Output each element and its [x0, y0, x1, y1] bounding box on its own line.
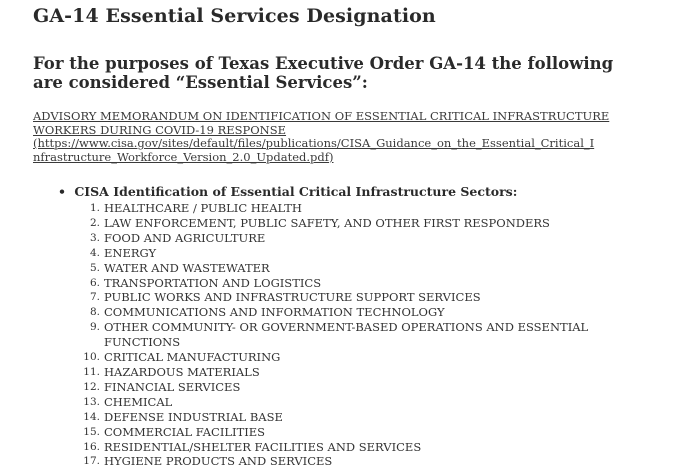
- list-item-label: COMMUNICATIONS AND INFORMATION TECHNOLOGY: [104, 305, 445, 320]
- list-item-label: TRANSPORTATION AND LOGISTICS: [104, 275, 322, 290]
- list-item-number: 14.: [83, 410, 100, 423]
- list-item-label: RESIDENTIAL/SHELTER FACILITIES AND SERVICES: [104, 439, 422, 454]
- sectors-heading: [58, 184, 517, 199]
- list-item: [80, 290, 640, 305]
- list-item-number: 12.: [83, 380, 100, 393]
- page-title: GA-14 Essential Services Designation: [33, 5, 436, 27]
- list-item-label: FOOD AND AGRICULTURE: [104, 230, 266, 245]
- page-subtitle: For the purposes of Texas Executive Order GA-14 the following are considered “Essential Services”:: [33, 54, 614, 92]
- list-item-label: COMMERCIAL FACILITIES: [104, 424, 266, 439]
- list-item: [80, 276, 640, 291]
- list-item-number: 9.: [89, 321, 100, 334]
- list-item-number: 3.: [89, 231, 100, 244]
- list-item-label: HEALTHCARE / PUBLIC HEALTH: [104, 201, 302, 215]
- list-item-number: 17.: [83, 455, 100, 468]
- list-item-number: 10.: [83, 351, 100, 364]
- bullet-icon: •: [58, 184, 66, 199]
- list-item: [80, 454, 640, 469]
- list-item: [80, 320, 640, 350]
- list-item: [80, 440, 640, 455]
- list-item-label: PUBLIC WORKS AND INFRASTRUCTURE SUPPORT SERVICES: [104, 290, 481, 305]
- list-item-number: 1.: [89, 202, 100, 214]
- list-item-number: 7.: [89, 291, 100, 304]
- list-item-number: 16.: [83, 440, 100, 453]
- list-item-number: 11.: [83, 365, 100, 378]
- list-item: [80, 231, 640, 246]
- memo-url-line-2[interactable]: nfrastructure_Workforce_Version_2.0_Updated.pdf): [33, 149, 334, 164]
- list-item-label: ENERGY: [104, 245, 157, 260]
- memo-title-line-1[interactable]: ADVISORY MEMORANDUM ON IDENTIFICATION OF ESSENTIAL CRITICAL INFRASTRUCTURE: [33, 109, 610, 123]
- list-item-label: HAZARDOUS MATERIALS: [104, 364, 260, 379]
- sector-list: [80, 201, 640, 469]
- list-item: [80, 216, 640, 231]
- list-item-label: DEFENSE INDUSTRIAL BASE: [104, 409, 283, 424]
- list-item: [80, 305, 640, 320]
- list-item: [80, 246, 640, 261]
- sectors-heading-text: CISA Identification of Essential Critical Infrastructure Sectors:: [74, 184, 518, 199]
- list-item: [80, 380, 640, 395]
- list-item: [80, 201, 640, 216]
- list-item-number: 8.: [89, 306, 100, 319]
- list-item-number: 5.: [89, 261, 100, 274]
- list-item: [80, 410, 640, 425]
- memo-url-line-1[interactable]: (https://www.cisa.gov/sites/default/files/publications/CISA_Guidance_on_the_Essential_Critical_I: [33, 136, 595, 150]
- list-item: [80, 350, 640, 365]
- list-item: [80, 395, 640, 410]
- list-item: [80, 425, 640, 440]
- list-item: [80, 261, 640, 276]
- list-item-label: HYGIENE PRODUCTS AND SERVICES: [104, 454, 333, 469]
- list-item-label: FINANCIAL SERVICES: [104, 379, 241, 394]
- advisory-memo-link[interactable]: [33, 110, 618, 164]
- list-item-label: OTHER COMMUNITY- OR GOVERNMENT-BASED OPERATIONS AND ESSENTIAL FUNCTIONS: [104, 320, 589, 350]
- list-item-label: CRITICAL MANUFACTURING: [104, 350, 281, 365]
- list-item-number: 4.: [89, 246, 100, 259]
- memo-title-line-2[interactable]: WORKERS DURING COVID-19 RESPONSE: [33, 122, 287, 137]
- list-item: [80, 365, 640, 380]
- list-item-label: CHEMICAL: [104, 394, 173, 409]
- list-item-number: 2.: [89, 216, 100, 229]
- list-item-label: WATER AND WASTEWATER: [104, 260, 270, 275]
- list-item-label: LAW ENFORCEMENT, PUBLIC SAFETY, AND OTHER FIRST RESPONDERS: [104, 215, 550, 230]
- list-item-number: 13.: [83, 395, 100, 408]
- list-item-number: 6.: [89, 276, 100, 289]
- list-item-number: 15.: [83, 425, 100, 438]
